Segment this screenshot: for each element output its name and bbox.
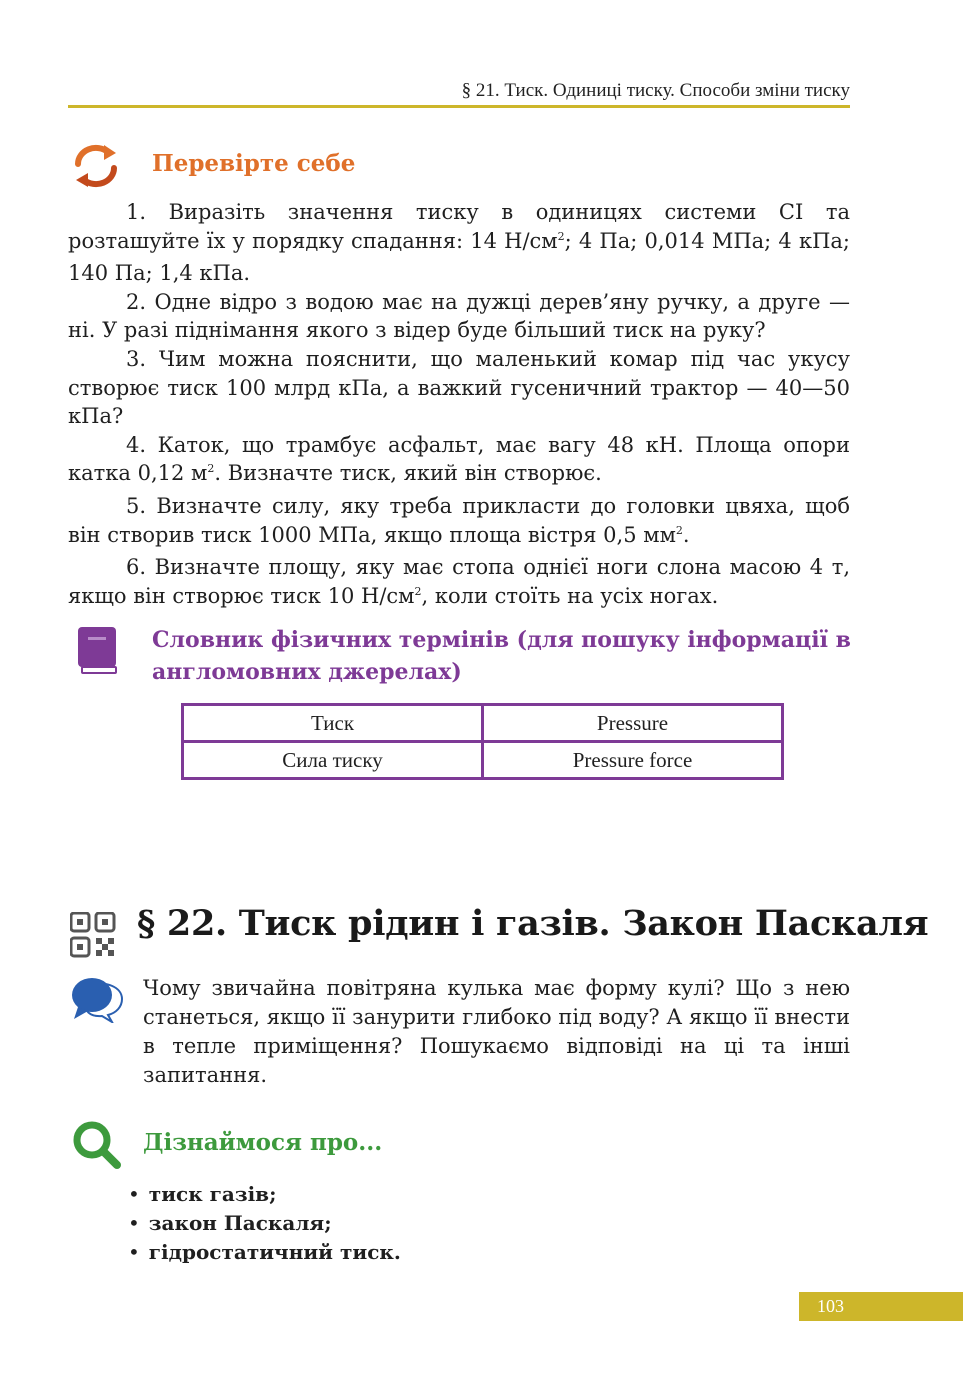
check-yourself-title: Перевірте себе: [152, 150, 356, 177]
question-1: 1. Виразіть значення тиску в одиницях системи СІ та розташуйте їх у порядку спадання: 14 $Н/см^2$; 4 Па; 0,014 МПа; 4 кПа; 140 Па; 1,4 кПа.: [68, 200, 851, 286]
book-icon: [76, 627, 118, 675]
list-item: • закон Паскаля;: [128, 1211, 332, 1235]
chapter-title: § 22. Тиск рідин і газів. Закон Паскаля: [137, 903, 929, 944]
running-head: § 21. Тиск. Одиниці тиску. Способи зміни тиску: [461, 80, 850, 101]
glossary-term-en: Pressure: [483, 705, 783, 742]
glossary-term-uk: Сила тиску: [183, 742, 483, 779]
glossary-term-en: Pressure force: [483, 742, 783, 779]
table-row: [183, 742, 783, 779]
qr-code-icon[interactable]: [70, 912, 116, 958]
question-3: 3. Чим можна пояснити, що маленький комар під час укусу створює тиск 100 млрд кПа, а важкий гусеничний трактор — 40—50 кПа?: [68, 346, 851, 429]
header-rule: [68, 105, 850, 108]
learn-about-list: [128, 1180, 401, 1267]
learn-about-title: Дізнаймося про...: [143, 1129, 383, 1156]
question-2: 2. Одне відро з водою має на дужці дерев’яну ручку, а друге — ні. У разі піднімання якого з відер буде більший тиск на руку?: [68, 289, 850, 343]
glossary-title: Словник фізичних термінів (для пошуку інформації в англомовних джерелах): [152, 627, 851, 685]
list-item: • гідростатичний тиск.: [128, 1240, 401, 1264]
refresh-cycle-icon: [70, 142, 122, 190]
glossary-table: [181, 703, 784, 780]
glossary-term-uk: Тиск: [183, 705, 483, 742]
table-row: [183, 705, 783, 742]
page-number: 103: [799, 1292, 963, 1321]
chapter-intro: Чому звичайна повітряна кулька має форму кулі? Що з нею станеться, якщо її занурити глибоко під воду? А якщо її внести в тепле приміщення? Пошукаємо відповіді на ці та інші запитання.: [143, 976, 850, 1087]
question-6: 6. Визначте площу, яку має стопа однієї ноги слона масою 4 т, якщо він створює тиск 10 $Н/см^2$, коли стоїть на усіх ногах.: [68, 555, 850, 608]
list-item: • тиск газів;: [128, 1182, 277, 1206]
question-4: 4. Каток, що трамбує асфальт, має вагу 48 кН. Площа опори катка 0,12 $м^2$. Визначте тиск, який він створює.: [68, 432, 850, 486]
speech-bubbles-icon: [70, 975, 124, 1023]
question-5: 5. Визначте силу, яку треба прикласти до головки цвяха, щоб він створив тиск 1000 МПа, якщо площа вістря 0,5 $мм^2$.: [68, 493, 850, 547]
question-list: [68, 198, 850, 614]
magnifier-icon: [72, 1120, 122, 1170]
